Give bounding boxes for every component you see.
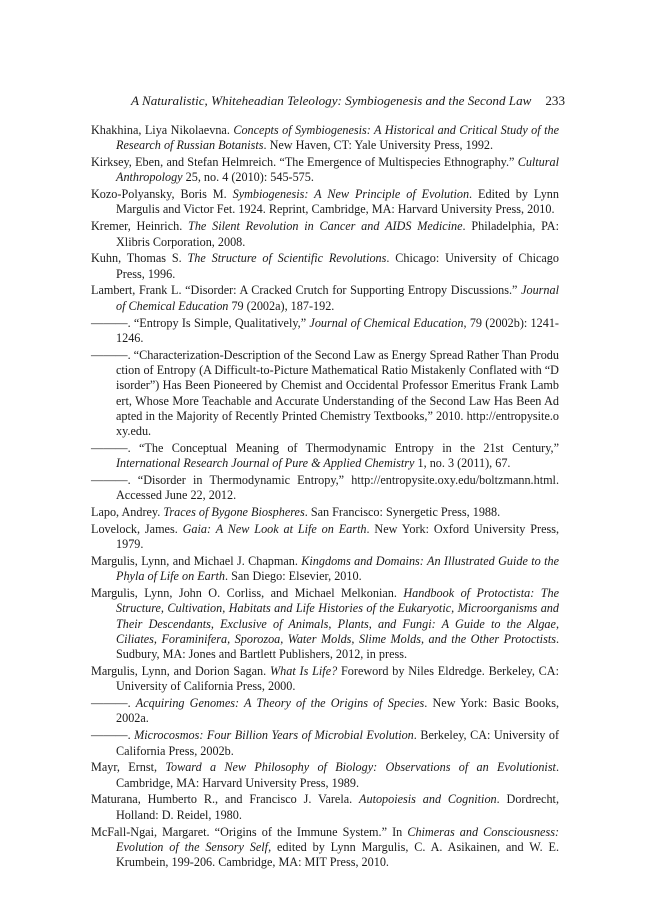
entry-text: 79 (2002a), 187-192. — [228, 298, 335, 313]
entry-text: Lapo, Andrey. — [91, 505, 164, 520]
entry-text: Margulis, Lynn, and Michael J. Chapman. — [91, 554, 302, 569]
entry-text: Lambert, Frank L. “Disorder: A Cracked Crutch for Supporting Entropy Discussions.” — [91, 283, 522, 298]
entry-text: . New York: Basic Books, 2002a. — [116, 696, 559, 726]
bibliography-entry-khakhina — [91, 123, 559, 154]
bibliography-entry-lovelock — [91, 522, 559, 553]
entry-text: Maturana, Humberto R., and Francisco J. Varela. — [91, 792, 360, 807]
entry-title: Handbook of Protoctista: The Structure, Cultivation, Habitats and Life Histories of the Eukaryotic, Microorganisms and Their Descendants, Exclusive of Animals, Plants, and Fungi: A Guide to the Algae, Ciliates, Foraminifera, Sporozoa, Water Molds, Slime Molds, and the Other Protoctists — [116, 586, 559, 646]
entry-text: ———. — [91, 728, 135, 743]
bibliography-entry-lapo — [91, 505, 559, 520]
entry-title: The Structure of Scientific Revolutions — [187, 251, 387, 266]
running-header-title: A Naturalistic, Whiteheadian Teleology: Symbiogenesis and the Second Law — [130, 93, 532, 108]
entry-text: ———. “Entropy Is Simple, Qualitatively,” — [91, 315, 310, 330]
entry-title: Traces of Bygone Biospheres — [163, 505, 305, 520]
bibliography-entry-lambert-2002b — [91, 316, 559, 347]
entry-text: . San Francisco: Synergetic Press, 1988. — [304, 505, 501, 520]
bibliography-entry-margulis-sagan-2002a — [91, 696, 559, 727]
entry-title: Concepts of Symbiogenesis: A Historical and Critical Study of the Research of Russian Botanists — [116, 123, 559, 153]
entry-text: . Dordrecht, Holland: D. Reidel, 1980. — [116, 792, 559, 822]
entry-title: Kingdoms and Domains: An Illustrated Guide to the Phyla of Life on Earth — [116, 554, 559, 584]
entry-text: Lovelock, James. — [91, 521, 183, 536]
bibliography-entry-kozo-polyansky — [91, 187, 559, 218]
bibliography-entry-mcfall-ngai — [91, 825, 559, 871]
entry-text: Foreword by Niles Eldredge. Berkeley, CA: University of California Press, 2000. — [116, 664, 559, 694]
entry-text: . Cambridge, MA: Harvard University Press, 1989. — [116, 760, 559, 790]
entry-text: . Berkeley, CA: University of California Press, 2002b. — [116, 728, 560, 758]
entry-title: Acquiring Genomes: A Theory of the Origins of Species — [135, 696, 425, 711]
bibliography-entry-lambert-2002a — [91, 283, 559, 314]
entry-title: Toward a New Philosophy of Biology: Observations of an Evolutionist — [165, 760, 556, 775]
bibliography-entry-lambert-2010 — [91, 348, 559, 440]
entry-text: 1, no. 3 (2011), 67. — [414, 456, 511, 471]
entry-text: Kremer, Heinrich. — [91, 219, 189, 234]
bibliography-entry-lambert-disorder — [91, 473, 559, 504]
entry-text: ———. — [91, 696, 136, 711]
bibliography-entry-margulis-corliss — [91, 586, 559, 662]
bibliography-entry-margulis-sagan-2000 — [91, 664, 559, 695]
entry-text: ———. “The Conceptual Meaning of Thermodynamic Entropy in the 21st Century,” — [91, 440, 559, 455]
entry-title: Autopoiesis and Cognition — [359, 792, 497, 807]
entry-text: . San Diego: Elsevier, 2010. — [225, 569, 362, 584]
entry-text: Kozo-Polyansky, Boris M. — [91, 187, 233, 202]
entry-text: . New Haven, CT: Yale University Press, 1992. — [263, 138, 494, 153]
entry-title: Symbiogenesis: A New Principle of Evolution — [232, 187, 470, 202]
entry-title: Cultural Anthropology — [116, 155, 559, 185]
entry-text: Mayr, Ernst, — [91, 760, 166, 775]
page-number: 233 — [545, 93, 565, 108]
entry-text: , 79 (2002b): 1241-1246. — [116, 315, 559, 345]
bibliography-entry-kirksey — [91, 155, 559, 186]
entry-text: Kuhn, Thomas S. — [91, 251, 188, 266]
entry-text: Margulis, Lynn, John O. Corliss, and Michael Melkonian. — [91, 586, 404, 601]
bibliography-entry-lambert-2011 — [91, 441, 559, 472]
entry-text: Kirksey, Eben, and Stefan Helmreich. “The Emergence of Multispecies Ethnography.” — [91, 155, 518, 170]
entry-text: . Philadelphia, PA: Xlibris Corporation, 2008. — [116, 219, 559, 249]
entry-text: ———. “Disorder in Thermodynamic Entropy,” http://entropysite.oxy.edu/boltzmann.html. Accessed June 22, 2012. — [91, 473, 559, 503]
entry-title: International Research Journal of Pure & Applied Chemistry — [116, 456, 415, 471]
running-header — [90, 93, 565, 109]
entry-title: Journal of Chemical Education — [309, 315, 464, 330]
entry-title: What Is Life? — [269, 664, 338, 679]
bibliography-list — [91, 123, 559, 872]
entry-text: Khakhina, Liya Nikolaevna. — [91, 123, 234, 137]
entry-text: McFall-Ngai, Margaret. “Origins of the Immune System.” In — [91, 824, 408, 839]
entry-text: . Edited by Lynn Margulis and Victor Fet. 1924. Reprint, Cambridge, MA: Harvard University Press, 2010. — [116, 187, 559, 217]
entry-text: , edited by Lynn Margulis, C. A. Asikainen, and W. E. Krumbein, 199-206. Cambridge, MA: MIT Press, 2010. — [116, 839, 559, 870]
entry-title: Microcosmos: Four Billion Years of Microbial Evolution — [134, 728, 414, 743]
entry-title: The Silent Revolution in Cancer and AIDS Medicine — [188, 219, 463, 234]
bibliography-entry-kuhn — [91, 251, 559, 282]
bibliography-entry-kremer — [91, 219, 559, 250]
entry-text: . Sudbury, MA: Jones and Bartlett Publishers, 2012, in press. — [116, 632, 559, 662]
entry-text: . New York: Oxford University Press, 1979. — [116, 521, 560, 552]
entry-title: Journal of Chemical Education — [116, 283, 559, 313]
bibliography-entry-margulis-chapman — [91, 554, 559, 585]
bibliography-entry-mayr — [91, 760, 559, 791]
entry-title: Gaia: A New Look at Life on Earth — [182, 521, 367, 536]
entry-title: Chimeras and Consciousness: Evolution of the Sensory Self — [116, 824, 559, 854]
entry-text: Margulis, Lynn, and Dorion Sagan. — [91, 664, 270, 679]
entry-text: 25, no. 4 (2010): 545-575. — [182, 170, 314, 185]
entry-text: ———. “Characterization-Description of the Second Law as Energy Spread Rather Than Production of Entropy (A Difficult-to-Picture Mathematical Ratio Mistakenly Conflated with “Disorder”) Has Been Pioneered by Chemist and Occidental Professor Emeritus Frank Lambert, Whose More Teachable and Accurate Understanding of the Second Law Has Been Adapted in the Majority of Recently Printed Chemistry Textbooks,” 2010. http://entropysite.oxy.edu. — [91, 347, 559, 439]
bibliography-entry-maturana — [91, 792, 559, 823]
bibliography-entry-margulis-sagan-2002b — [91, 728, 559, 759]
entry-text: . Chicago: University of Chicago Press, 1996. — [116, 251, 559, 281]
